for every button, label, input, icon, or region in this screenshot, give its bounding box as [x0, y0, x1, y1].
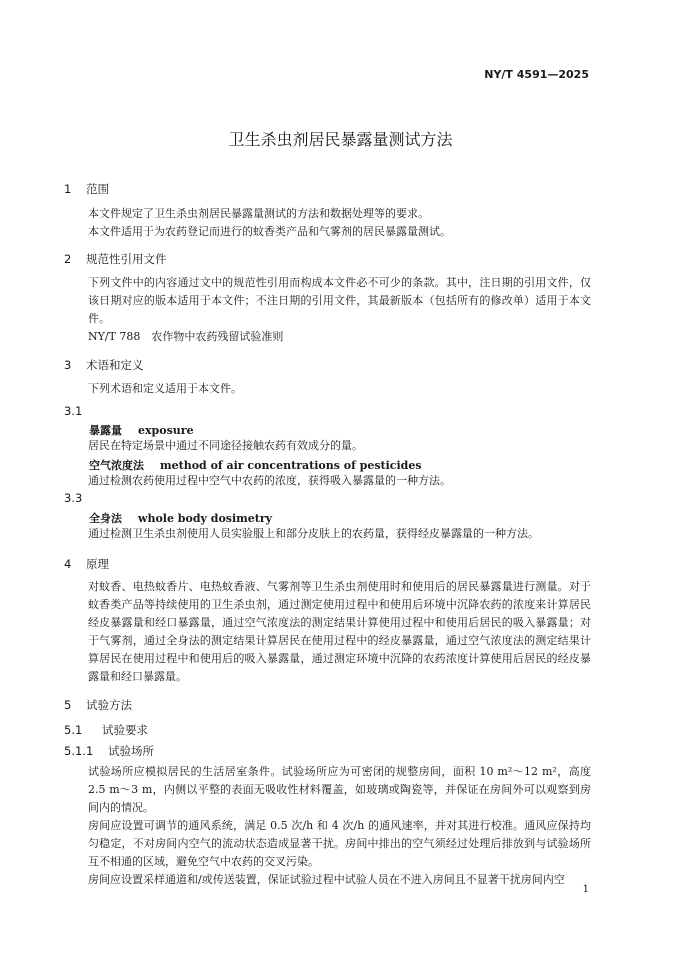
section-2-body	[64, 274, 591, 346]
term-exposure	[89, 422, 194, 438]
section-3-intro	[64, 380, 591, 398]
section-title: 试验场所	[108, 744, 154, 758]
paragraph: 房间应设置采样通道和/或传送装置，保证试验过程中试验人员在不进入房间且不显著干扰房间内空	[88, 873, 565, 886]
section-number: 1	[64, 182, 72, 196]
section-5-1-1-body	[64, 763, 591, 889]
definition: 通过检测农药使用过程中空气中农药的浓度，获得吸入暴露量的一种方法。	[88, 474, 451, 487]
section-4-heading	[64, 556, 109, 572]
definition: 居民在特定场景中通过不同途径接触农药有效成分的量。	[88, 439, 363, 452]
paragraph: 本文件适用于为农药登记而进行的蚊香类产品和气雾剂的居民暴露量测试。	[88, 225, 451, 238]
section-title: 试验方法	[86, 698, 132, 712]
paragraph: 下列术语和定义适用于本文件。	[88, 382, 242, 395]
term-english: method of air concentrations of pesticides	[160, 459, 422, 472]
term-english: whole body dosimetry	[138, 512, 273, 525]
term-3-3-number: 3.3	[64, 491, 83, 505]
term-3-1-number: 3.1	[64, 404, 83, 418]
section-title: 试验要求	[102, 723, 148, 737]
section-2-heading	[64, 251, 167, 267]
paragraph: 对蚊香、电热蚊香片、电热蚊香液、气雾剂等卫生杀虫剂使用时和使用后的居民暴露量进行测量。对于蚊香类产品等持续使用的卫生杀虫剂，通过测定使用过程中和使用后环境中沉降农药的浓度来计算居民经皮暴露量和经口暴露量，通过空气浓度法的测定结果计算使用过程中和使用后居民的吸入暴露量；对于气雾剂，通过全身法的测定结果计算居民在使用过程中的经皮暴露量，通过空气浓度法的测定结果计算居民在使用过程中和使用后的吸入暴露量，通过测定环境中沉降的农药浓度计算使用后居民的经皮暴露量和经口暴露量。	[88, 580, 591, 683]
section-1-heading	[64, 181, 109, 197]
term-whole-body-definition	[64, 525, 591, 543]
paragraph: 本文件规定了卫生杀虫剂居民暴露量测试的方法和数据处理等的要求。	[88, 207, 429, 220]
paragraph: 试验场所应模拟居民的生活居室条件。试验场所应为可密闭的规整房间，面积 10 m²～12 m²，高度 2.5 m～3 m，内侧以平整的表面无吸收性材料覆盖，如玻璃或陶瓷等，并保证在房间外可以观察到房间内的情况。	[88, 765, 591, 814]
section-number: 4	[64, 557, 72, 571]
section-5-1-1-heading	[64, 743, 154, 759]
paragraph: 房间应设置可调节的通风系统，满足 0.5 次/h 和 4 次/h 的通风速率，并对其进行校准。通风应保持均匀稳定，不对房间内空气的流动状态造成显著干扰。房间中排出的空气须经过处理后排放到与试验场所互不相通的区域，避免空气中农药的交叉污染。	[88, 819, 591, 868]
standard-code: NY/T 4591—2025	[484, 68, 589, 81]
term-whole-body	[89, 510, 272, 526]
normative-reference: NY/T 788 农作物中农药残留试验准则	[88, 330, 284, 343]
term-air-concentration-definition	[64, 472, 591, 490]
section-title: 范围	[86, 182, 109, 196]
term-exposure-definition	[64, 437, 591, 455]
term-air-concentration	[89, 457, 422, 473]
section-number: 2	[64, 252, 72, 266]
term-chinese: 全身法	[89, 512, 122, 525]
section-title: 术语和定义	[86, 358, 144, 372]
section-number: 3	[64, 358, 72, 372]
section-title: 原理	[86, 557, 109, 571]
paragraph: 下列文件中的内容通过文中的规范性引用而构成本文件必不可少的条款。其中，注日期的引用文件，仅该日期对应的版本适用于本文件；不注日期的引用文件，其最新版本（包括所有的修改单）适用于本文件。	[88, 276, 591, 325]
section-3-heading	[64, 357, 144, 373]
section-number: 5.1.1	[64, 744, 94, 758]
section-5-1-heading	[64, 722, 148, 738]
term-chinese: 空气浓度法	[89, 459, 144, 472]
definition: 通过检测卫生杀虫剂使用人员实验服上和部分皮肤上的农药量，获得经皮暴露量的一种方法。	[88, 527, 539, 540]
section-title: 规范性引用文件	[86, 252, 167, 266]
section-number: 5.1	[64, 723, 83, 737]
term-chinese: 暴露量	[89, 424, 122, 437]
section-5-heading	[64, 697, 132, 713]
section-4-body	[64, 578, 591, 686]
term-english: exposure	[138, 424, 194, 437]
section-number: 5	[64, 698, 72, 712]
document-title: 卫生杀虫剂居民暴露量测试方法	[228, 130, 453, 149]
section-1-body	[64, 205, 591, 241]
page-number: 1	[582, 884, 589, 895]
